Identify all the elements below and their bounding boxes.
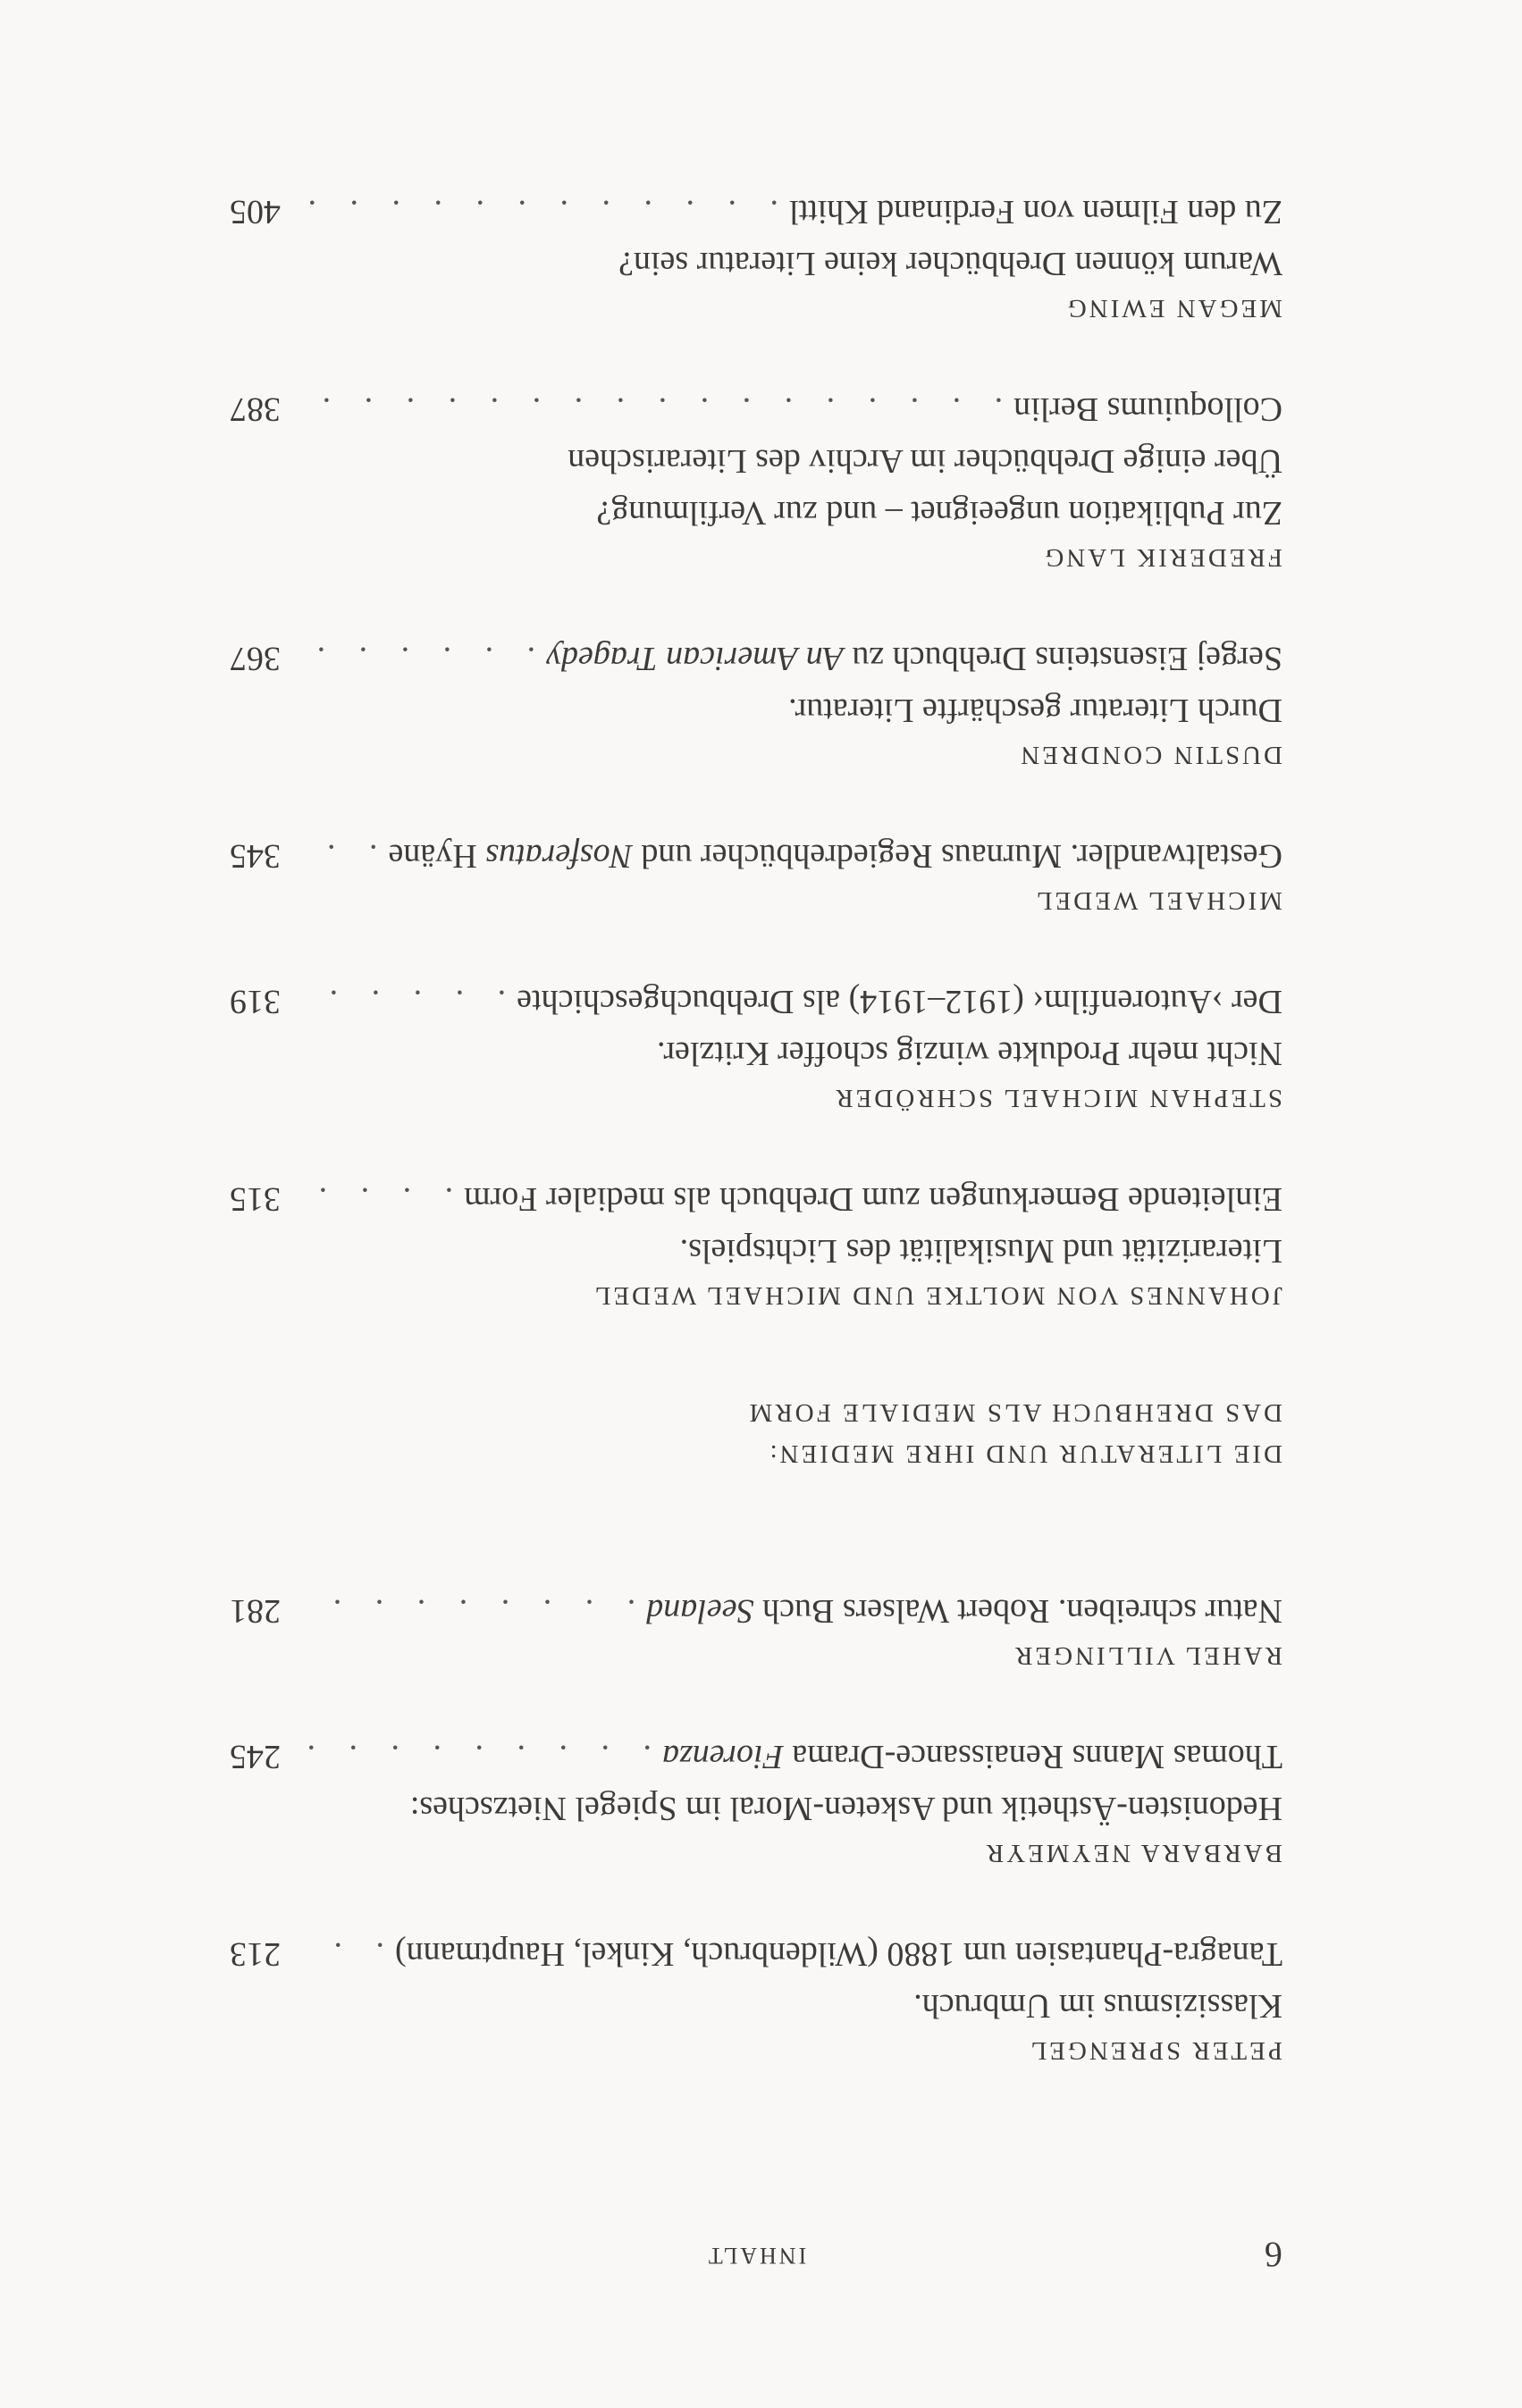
entry-title-text: Colloquiums Berlin bbox=[1013, 390, 1282, 428]
entry-title-row bbox=[230, 1928, 1282, 1980]
entry-title-last-line bbox=[464, 1173, 1282, 1225]
entry-author: JOHANNES VON MOLTKE UND MICHAEL WEDEL bbox=[592, 1281, 1282, 1310]
dot-leader bbox=[303, 976, 517, 1028]
section-heading-line-2: DAS DREHBUCH ALS MEDIALE FORM bbox=[746, 1398, 1282, 1427]
dot-leader bbox=[303, 830, 389, 882]
entry-title-last-line bbox=[789, 186, 1282, 238]
dot-leader bbox=[303, 1585, 646, 1637]
entry-title-text: Sergej Eisensteins Drehbuch zu bbox=[843, 640, 1282, 677]
dot-leader bbox=[303, 633, 546, 684]
entry-title-last-line bbox=[1013, 383, 1282, 435]
entry-title-line: Nicht mehr Produkte winzig schoffer Kritzler. bbox=[657, 1035, 1282, 1072]
entry-author: MICHAEL WEDEL bbox=[1033, 886, 1282, 915]
entry-author: FREDERIK LANG bbox=[1042, 543, 1282, 572]
entry-title-line: Hedonisten-Ästhetik und Asketen-Moral im Spiegel Nietzsches: bbox=[409, 1790, 1282, 1827]
entry-title-last-line bbox=[389, 830, 1282, 882]
entry-title-last-line bbox=[546, 633, 1282, 684]
toc-entry bbox=[230, 633, 1282, 769]
entry-title-row bbox=[230, 186, 1282, 238]
entry-title-row bbox=[230, 1731, 1282, 1783]
entry-title-text-after: Hyäne bbox=[388, 837, 486, 875]
entry-title-row bbox=[230, 976, 1282, 1028]
entry-title-line: Warum können Drehbücher keine Literatur sein? bbox=[618, 245, 1282, 282]
entry-title-text: Einleitende Bemerkungen zum Drehbuch als medialer Form bbox=[464, 1180, 1282, 1218]
entry-page-number: 245 bbox=[230, 1738, 281, 1775]
toc-entry bbox=[230, 1731, 1282, 1867]
entry-title-last-line bbox=[646, 1585, 1282, 1637]
section-heading bbox=[230, 1392, 1282, 1474]
entry-title-row bbox=[230, 1173, 1282, 1225]
entry-title-last-line bbox=[662, 1731, 1282, 1783]
running-head bbox=[230, 2222, 1282, 2276]
toc-entry bbox=[230, 976, 1282, 1112]
entry-title-italic: Seeland bbox=[646, 1592, 754, 1630]
entry-author: PETER SPRENGEL bbox=[1028, 2036, 1282, 2065]
toc-entry bbox=[230, 186, 1282, 323]
entry-title-italic: Fiorenza bbox=[661, 1738, 784, 1775]
dot-leader bbox=[303, 1173, 464, 1225]
entry-page-number: 405 bbox=[230, 193, 281, 231]
entry-title-text: Natur schreiben. Robert Walsers Buch bbox=[753, 1592, 1282, 1630]
entry-author: STEPHAN MICHAEL SCHRÖDER bbox=[833, 1084, 1282, 1112]
entry-author: MEGAN EWING bbox=[1064, 294, 1282, 323]
entry-page-number: 281 bbox=[230, 1592, 281, 1630]
entry-page-number: 315 bbox=[230, 1180, 281, 1218]
entry-author: DUSTIN CONDREN bbox=[1018, 741, 1282, 769]
entry-title-row bbox=[230, 383, 1282, 435]
running-title: INHALT bbox=[705, 2243, 807, 2269]
toc-entry bbox=[230, 1585, 1282, 1670]
entry-title-italic: Nosferatus bbox=[485, 837, 633, 875]
entry-author: RAHEL VILLINGER bbox=[1013, 1641, 1282, 1670]
toc-part-1 bbox=[230, 1585, 1282, 2065]
entry-title-text: Tanagra-Phantasien um 1880 (Wildenbruch, Kinkel, Hauptmann) bbox=[394, 1935, 1282, 1973]
entry-page-number: 367 bbox=[230, 640, 281, 677]
toc-entry bbox=[230, 383, 1282, 572]
toc-content bbox=[230, 125, 1282, 2276]
dot-leader bbox=[303, 1731, 662, 1783]
section-heading-line-1: DIE LITERATUR UND IHRE MEDIEN: bbox=[767, 1439, 1282, 1468]
dot-leader bbox=[303, 1928, 395, 1980]
entry-page-number: 387 bbox=[230, 390, 281, 428]
entry-title-last-line bbox=[395, 1928, 1282, 1980]
entry-title-line: Durch Literatur geschärfte Literatur. bbox=[788, 692, 1282, 729]
page-number: 6 bbox=[1265, 2235, 1282, 2275]
toc-entry bbox=[230, 1173, 1282, 1310]
toc-entry bbox=[230, 1928, 1282, 2065]
entry-author: BARBARA NEYMEYR bbox=[983, 1839, 1282, 1867]
entry-title-text: Der ›Autorenfilm‹ (1912–1914) als Drehbuchgeschichte bbox=[517, 983, 1282, 1020]
entry-title-row bbox=[230, 633, 1282, 684]
toc-entry bbox=[230, 830, 1282, 915]
entry-page-number: 319 bbox=[230, 983, 281, 1020]
entry-title-line: Literarizität und Musikalität des Lichtspiels. bbox=[679, 1232, 1282, 1270]
entry-title-line: Zur Publikation ungeeignet – und zur Verfilmung? bbox=[596, 494, 1282, 532]
dot-leader bbox=[303, 186, 789, 238]
toc-part-2 bbox=[230, 186, 1282, 1310]
entry-title-text: Thomas Manns Renaissance-Drama bbox=[783, 1738, 1282, 1775]
dot-leader bbox=[303, 383, 1013, 435]
entry-page-number: 345 bbox=[230, 837, 281, 875]
entry-title-line: Über einige Drehbücher im Archiv des Literarischen bbox=[568, 442, 1282, 480]
entry-title-row bbox=[230, 830, 1282, 882]
entry-title-text: Zu den Filmen von Ferdinand Khittl bbox=[788, 193, 1282, 231]
entry-title-text: Gestaltwandler. Murnaus Regiedrehbücher und bbox=[632, 837, 1282, 875]
entry-title-last-line bbox=[517, 976, 1282, 1028]
entry-title-italic: An American Tragedy bbox=[546, 640, 844, 677]
entry-title-line: Klassizismus im Umbruch. bbox=[913, 1987, 1282, 2025]
entry-page-number: 213 bbox=[230, 1935, 281, 1973]
entry-title-row bbox=[230, 1585, 1282, 1637]
